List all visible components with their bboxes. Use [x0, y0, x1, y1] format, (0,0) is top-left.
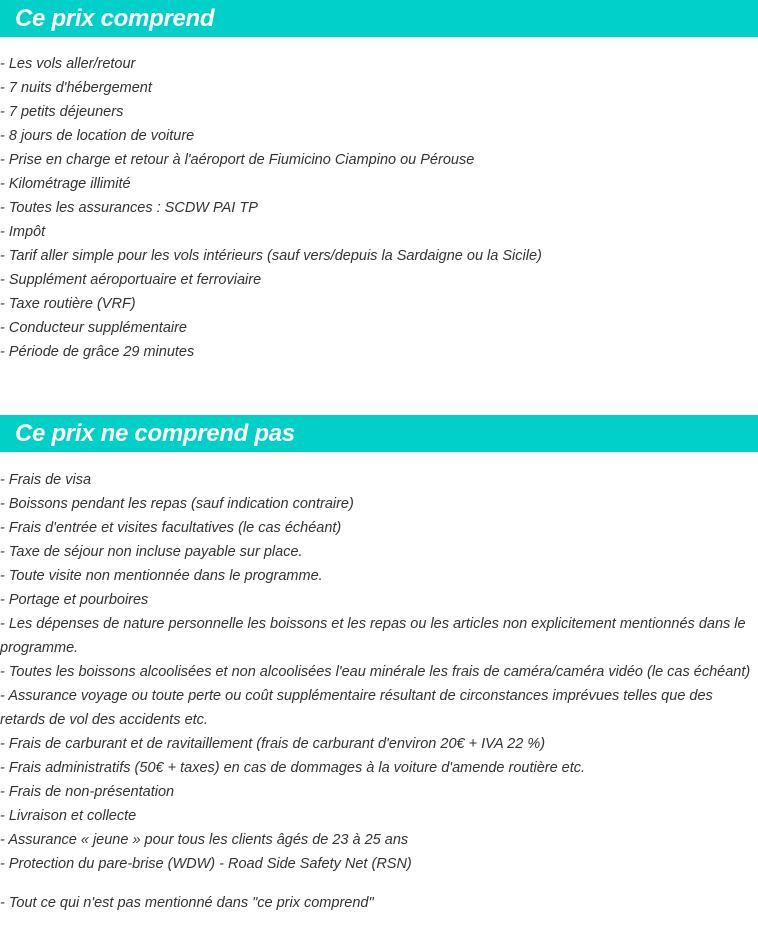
list-item: - Prise en charge et retour à l'aéroport de Fiumicino Ciampino ou Pérouse — [0, 152, 475, 168]
list-item: - Frais de carburant et de ravitaillement (frais de carburant d'environ 20€ + IVA 22 %) — [0, 736, 546, 752]
list-item: - Toutes les boissons alcoolisées et non alcoolisées l'eau minérale les frais de caméra/caméra vidéo (le cas échéant) — [0, 664, 751, 680]
list-item: - Les vols aller/retour — [0, 56, 136, 72]
list-item: - Frais d'entrée et visites facultatives (le cas échéant) — [0, 520, 342, 536]
footer-note: - Tout ce qui n'est pas mentionné dans "ce prix comprend" — [0, 895, 374, 911]
price-includes-title: Ce prix comprend — [15, 4, 215, 32]
list-item: - Kilométrage illimité — [0, 176, 131, 192]
price-includes-header — [0, 0, 758, 37]
price-excludes-list — [0, 468, 758, 876]
list-item: - Supplément aéroportuaire et ferroviaire — [0, 272, 262, 288]
price-includes-section — [0, 0, 758, 360]
list-item: - Taxe de séjour non incluse payable sur place. — [0, 544, 303, 560]
list-item: - 8 jours de location de voiture — [0, 128, 195, 144]
list-item: - Conducteur supplémentaire — [0, 320, 187, 336]
list-item: - 7 nuits d'hébergement — [0, 80, 152, 96]
price-includes-list — [0, 52, 758, 364]
list-item: - Toutes les assurances : SCDW PAI TP — [0, 200, 258, 216]
list-item: - Protection du pare-brise (WDW) - Road Side Safety Net (RSN) — [0, 856, 412, 872]
list-item: - Taxe routière (VRF) — [0, 296, 136, 312]
price-excludes-header — [0, 415, 758, 452]
list-item: - 7 petits déjeuners — [0, 104, 124, 120]
list-item: - Impôt — [0, 224, 46, 240]
list-item: - Frais de non-présentation — [0, 784, 175, 800]
list-item: - Tarif aller simple pour les vols intérieurs (sauf vers/depuis la Sardaigne ou la Sicile) — [0, 248, 542, 264]
price-excludes-section — [0, 415, 758, 872]
list-item: - Frais de visa — [0, 472, 92, 488]
list-item: - Livraison et collecte — [0, 808, 137, 824]
list-item: - Assurance « jeune » pour tous les clients âgés de 23 à 25 ans — [0, 832, 409, 848]
list-item: - Boissons pendant les repas (sauf indication contraire) — [0, 496, 354, 512]
list-item: - Assurance voyage ou toute perte ou coût supplémentaire résultant de circonstances imprévues telles que des retards de vol des accidents etc. — [0, 688, 713, 728]
price-excludes-title: Ce prix ne comprend pas — [15, 419, 295, 447]
list-item: - Frais administratifs (50€ + taxes) en cas de dommages à la voiture d'amende routière etc. — [0, 760, 586, 776]
list-item: - Période de grâce 29 minutes — [0, 344, 195, 360]
list-item: - Les dépenses de nature personnelle les boissons et les repas ou les articles non explicitement mentionnés dans le programme. — [0, 616, 746, 656]
list-item: - Toute visite non mentionnée dans le programme. — [0, 568, 323, 584]
list-item: - Portage et pourboires — [0, 592, 149, 608]
